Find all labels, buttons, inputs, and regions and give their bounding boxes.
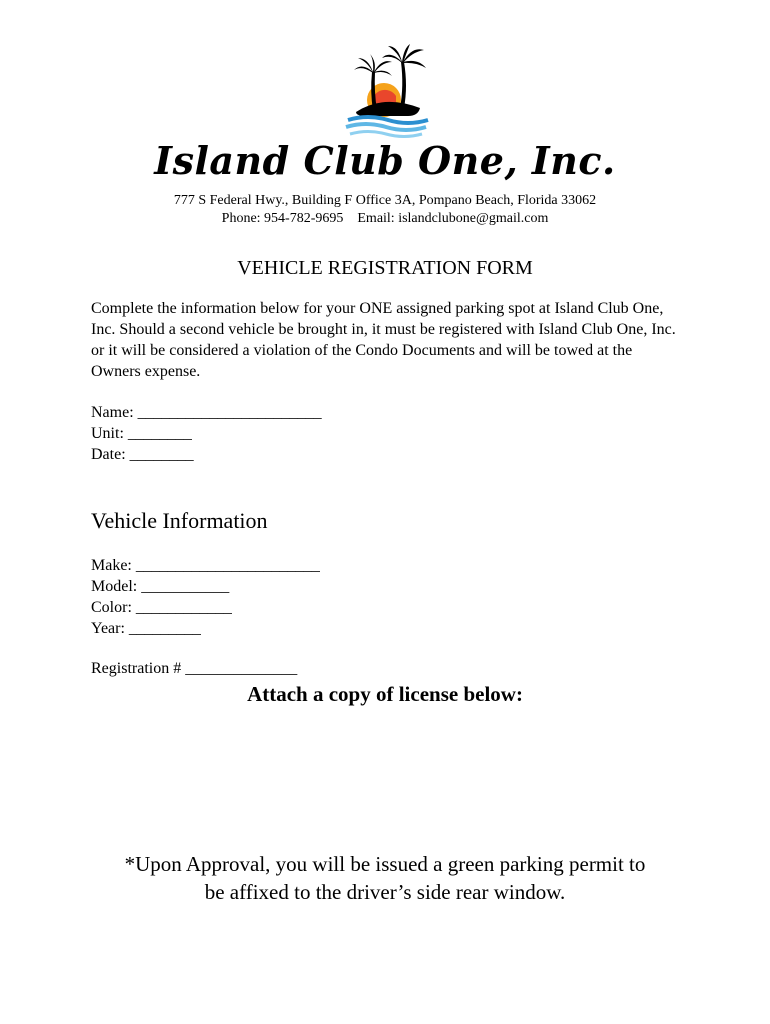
company-name: Island Club One, Inc. — [154, 138, 616, 183]
owner-fields — [91, 402, 322, 465]
email-address: Email: islandclubone@gmail.com — [357, 211, 549, 226]
registration-field[interactable]: Registration # ______________ — [91, 660, 298, 677]
approval-note — [0, 850, 770, 906]
company-address: 777 S Federal Hwy., Building F Office 3A, Pompano Beach, Florida 33062 — [173, 193, 597, 208]
form-title: VEHICLE REGISTRATION FORM — [237, 257, 533, 279]
date-field[interactable]: Date: ________ — [91, 446, 194, 463]
unit-field[interactable]: Unit: ________ — [91, 425, 192, 442]
approval-line-1: *Upon Approval, you will be issued a green parking permit to — [124, 852, 646, 876]
phone-number: Phone: 954-782-9695 — [221, 211, 344, 226]
name-field[interactable]: Name: _______________________ — [91, 404, 322, 421]
attach-license-note: Attach a copy of license below: — [247, 682, 523, 706]
color-field[interactable]: Color: ____________ — [91, 599, 232, 616]
approval-line-2: be affixed to the driver’s side rear window. — [204, 880, 566, 904]
intro-paragraph: Complete the information below for your ONE assigned parking spot at Island Club One, Inc. Should a second vehicle be brought in, it must be registered with Island Club One, Inc. or it will be considered a violation of the Condo Documents and will be towed at the Owners expense. — [91, 300, 676, 380]
vehicle-section-heading: Vehicle Information — [91, 508, 268, 533]
make-field[interactable]: Make: _______________________ — [91, 557, 320, 574]
contact-line — [0, 210, 770, 228]
year-field[interactable]: Year: _________ — [91, 620, 201, 637]
vehicle-fields — [91, 555, 320, 639]
palm-island-sunset-logo — [338, 42, 438, 138]
model-field[interactable]: Model: ___________ — [91, 578, 230, 595]
